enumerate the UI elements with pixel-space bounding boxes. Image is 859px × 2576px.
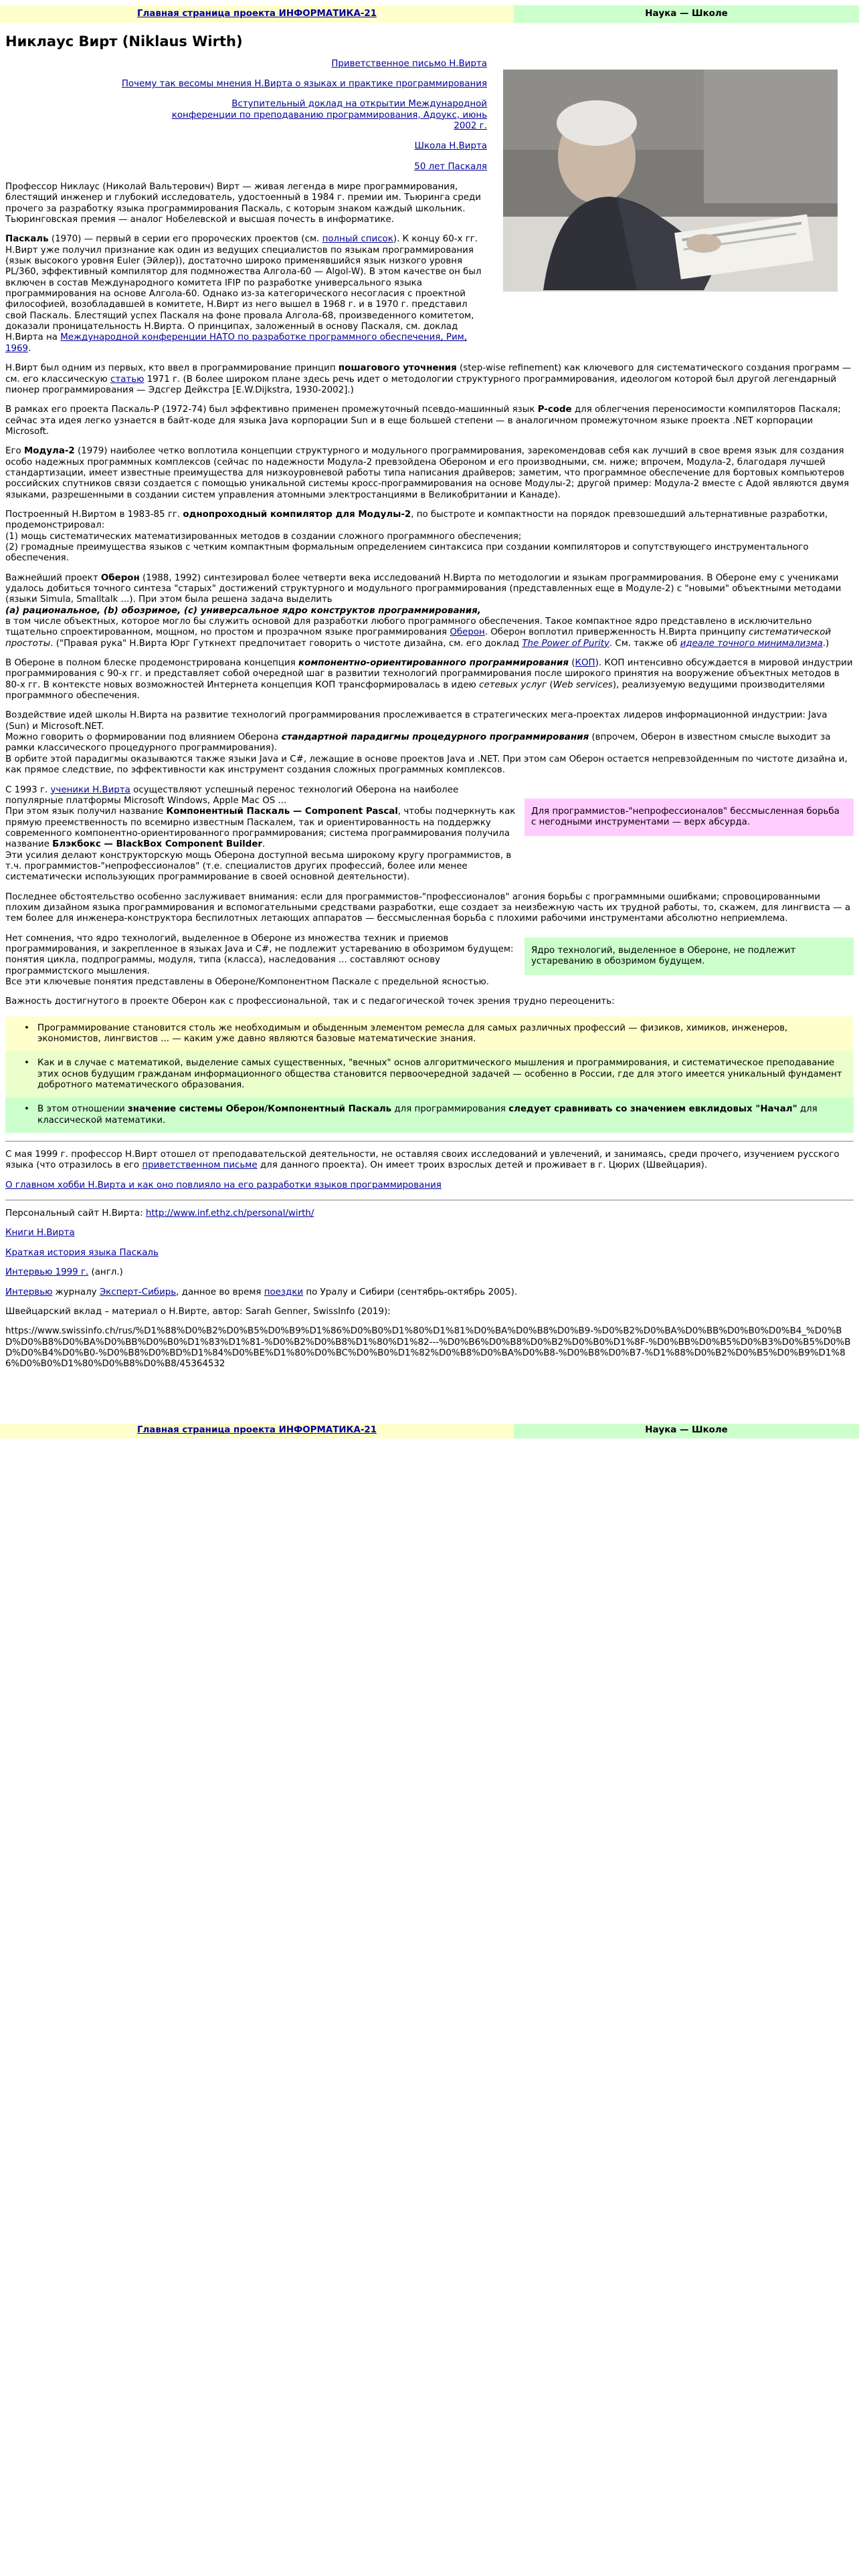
nonprofessional-callout: Для программистов-"непрофессионалов" бессмысленная борьба с негодными инструментами — верх абсурда. xyxy=(524,798,854,837)
core-section xyxy=(5,934,854,988)
top-nav-home-cell xyxy=(0,5,514,23)
text-span: Его xyxy=(5,446,24,457)
text-span: С мая 1999 г. профессор Н.Вирт отошел от преподавательской деятельности, не оставляя своих исследований и увлечений, и занимаясь, среди прочего, изучением русского языка (что отразилось в его xyxy=(5,1150,840,1171)
modula-paragraph xyxy=(5,446,854,501)
wirth-photo xyxy=(503,70,838,292)
interview-line xyxy=(5,1267,854,1278)
text-span: , чтобы подчеркнуть как прямую преемственность по всемирно известным Паскалем, так и ориентированность на поддержку современного компонентно-ориентированного программирования; система программирования получила название xyxy=(5,807,516,850)
text-span: по Уралу и Сибири (сентябрь-октябрь 2005). xyxy=(303,1287,518,1297)
pascal-50-link[interactable]: 50 лет Паскаля xyxy=(414,161,487,172)
text-span: В этом отношении xyxy=(37,1104,128,1115)
minimalism-link[interactable]: идеале точного минимализма xyxy=(680,638,823,649)
intro-left-column xyxy=(5,59,487,364)
cop-bold: компонентно-ориентированного программирования xyxy=(298,658,569,669)
text-span: ( xyxy=(547,679,553,690)
text-span: Можно говорить о формировании под влиянием Оберона xyxy=(5,732,282,743)
science-school-label: Наука — Школе xyxy=(645,8,728,19)
text-span: (впрочем, Оберон в известном смысле выходит за рамки классического процедурного программирования). xyxy=(5,732,831,754)
text-span: Эти усилия делают конструкторскую мощь Оберона доступной весьма широкому кругу программистов, в т.ч. программистов-"непрофессионалов" (т.е. специалистов других профессий, более или менее систематически использующих программирование в своей основной деятельности). xyxy=(5,850,512,883)
paradigm-bold: стандартной парадигмы процедурного программирования xyxy=(281,732,589,743)
interview-link[interactable]: Интервью xyxy=(5,1287,53,1297)
text-span: для классической математики. xyxy=(37,1104,818,1125)
text-span: журналу xyxy=(52,1287,100,1297)
pcode-paragraph xyxy=(5,405,854,437)
text-span: В орбите этой парадигмы оказываются также языки Java и C#, лежащие в основе проектов Java и .NET. При этом сам Оберон остается непревзойденным по чистоте дизайна и, как прямое следствие, по эффективности как инструмент создания сложных программных комплексов. xyxy=(5,754,848,776)
compiler-paragraph xyxy=(5,510,854,564)
list-item: • Как и в случае с математикой, выделение самых существенных, "вечных" основ алгоритмического мышления и программирования, и систематическое преподавание этих основ будущим гражданам информационного общества становится первоочередной задачей — особенно в России, где для этого имеется уникальный фундамент добротного математического образования. xyxy=(5,1051,854,1097)
blackbox-bold: Блэкбокс — BlackBox Component Builder xyxy=(52,839,263,850)
text-span: Персональный сайт Н.Вирта: xyxy=(5,1208,146,1219)
modula-bold: Модула-2 xyxy=(23,446,75,457)
text-span: в том числе объектных, которое могло бы служить основой для разработки любого программного обеспечения. Такое компактное ядро представлено в исключительно тщательно спроектированном, мощном, но простом и прозрачном языке программирования xyxy=(5,617,812,638)
text-span: для облегчения переносимости компиляторов Паскаля; сейчас эта идея легко узнается в байт-коде для языка Java корпорации Sun и в еще большей степени — в аналогичном промежуточном языке проекта .NET корпорации Microsoft. xyxy=(5,405,841,437)
personal-site-line xyxy=(5,1208,854,1219)
text-span: Построенный Н.Виртом в 1983-85 гг. xyxy=(5,509,183,520)
interview-1999-link[interactable]: Интервью 1999 г. xyxy=(5,1267,89,1278)
oberon-bold: Оберон xyxy=(100,572,140,583)
cp-bold: Компонентный Паскаль — Component Pascal xyxy=(166,807,398,817)
text-span: . Оберон воплотил приверженность Н.Вирта принципу xyxy=(484,627,749,638)
core-callout: Ядро технологий, выделенное в Обероне, не подлежит устареванию в обозримом будущем. xyxy=(524,938,854,976)
bottom-nav-science-cell xyxy=(514,1424,859,1438)
bottom-nav-home-cell xyxy=(0,1424,514,1438)
swissinfo-url: https://www.swissinfo.ch/rus/%D1%88%D0%B2%D0%B5%D0%B9%D1%86%D0%B0%D1%80%D1%81%D0%BA%D0%B8%D0%B9-%D0%B2%D0%BA%D0%BB%D0%B0%D0%B4_%D0%BD%D0%B8%D0%BA%D0%BB%D0%B0%D1%83%D1%81-%D0%B2%D0%B8%D1%80%D1%82---%D0%B6%D0%B8%D0%B2%D0%B0%D1%8F-%D0%BB%D0%B5%D0%B3%D0%B5%D0%BD%D0%B4%D0%B0-%D0%B8%D0%BD%D1%84%D0%BE%D1%80%D0%BC%D0%B0%D1%82%D0%B8%D0%BA%D0%B8-%D0%B8%D0%B7-%D1%88%D0%B2%D0%B5%D0%B9%D1%86%D0%B0%D1%80%D0%B8%D0%B8/45364532 xyxy=(5,1326,851,1370)
text-span: (1) мощь систематических математизированных методов в создании сложного программного обеспечения; xyxy=(5,531,522,542)
text-span: Нет сомнения, что ядро технологий, выделенное в Обероне из множества техник и приемов программирования, и закрепленное в языках Java и C#, не подлежит устареванию в обозримом будущем: понятия цикла, подпрограммы, модуля, типа (класса), наследования ... составляют основу программистского мышления. xyxy=(5,933,514,976)
top-nav-science-cell xyxy=(514,5,859,23)
text-span: (1988, 1992) синтезировал более четверти века исследований Н.Вирта по методологии и языкам программирования. В Обероне ему с учениками удалось добиться точного синтеза "старых" достижений структурного и модульного программирования (представленных еще в Модуле-2) с "новыми" объектными методами (языки Simula, Smalltalk ...). При этом была решена задача выделить xyxy=(5,572,842,605)
wirth-school-link[interactable]: Школа Н.Вирта xyxy=(414,141,487,152)
web-services-italic: Web services xyxy=(553,679,613,690)
text-span: С 1993 г. xyxy=(5,784,51,795)
text-span: (1979) наиболее четко воплотила концепции структурного и модульного программирования, зарекомендовав себя как лучший в свое время язык для создания особо надежных программных комплексов (сейчас по надежности Модула-2 превзойдена Обероном и его производными, см. ниже; впрочем, Модула-2, благодаря лучшей стандартизации, имеет известные преимущества для низкоуровневой работы типа написания драйверов; заметим, что программное обеспечение для бортовых компьютеров российских спутников связи создается с помощью уникальной системы кросс-программирования на основе Модулы-2; другой пример: Модула-2 вместе с Адой являются двумя языками, разрешенными в создании систем управления атомными электростанциями в Великобритании и Канаде). xyxy=(5,446,850,500)
text-span: В рамках его проекта Паскаль-P (1972-74) был эффективно применен промежуточный псевдо-машинный язык xyxy=(5,405,538,415)
web-italic: сетевых услуг xyxy=(479,679,547,690)
component-pascal-section xyxy=(5,785,854,883)
influence-paragraph xyxy=(5,710,854,776)
cop-paragraph xyxy=(5,658,854,702)
personal-site-link[interactable]: http://www.inf.ethz.ch/personal/wirth/ xyxy=(145,1208,314,1219)
page-title: Никлаус Вирт (Niklaus Wirth) xyxy=(5,33,243,49)
intro-section xyxy=(5,59,854,364)
text-span: (1970) — первый в серии его пророческих проектов (см. xyxy=(48,234,322,245)
text-span: , данное во время xyxy=(176,1287,264,1297)
related-links xyxy=(5,59,487,173)
retirement-paragraph xyxy=(5,1150,854,1172)
pascal-history-link[interactable]: Краткая история языка Паскаль xyxy=(5,1247,159,1258)
cop-link[interactable]: КОП xyxy=(575,658,595,669)
students-link[interactable]: ученики Н.Вирта xyxy=(50,784,130,795)
home-link[interactable]: Главная страница проекта ИНФОРМАТИКА-21 xyxy=(136,8,377,19)
text-span: Все эти ключевые понятия представлены в Обероне/Компонентном Паскале с предельной ясностью. xyxy=(5,977,490,988)
text-span: значение системы Оберон/Компонентный Паскаль xyxy=(128,1104,392,1115)
why-opinions-link[interactable]: Почему так весомы мнения Н.Вирта о языках и практике программирования xyxy=(121,78,487,89)
pascal-bold: Паскаль xyxy=(5,234,49,245)
nato-conference-link[interactable]: Международной конференции НАТО по разработке программного обеспечения, Рим, 1969 xyxy=(5,332,468,354)
list-item xyxy=(5,1097,854,1133)
keynote-link[interactable]: Вступительный доклад на открытии Международной конференции по преподаванию программирования, Адоукс, июнь 2002 г. xyxy=(171,99,487,131)
text-span: .) xyxy=(822,638,830,649)
component-pascal-text xyxy=(5,785,516,883)
books-link[interactable]: Книги Н.Вирта xyxy=(5,1228,75,1239)
text-span: (англ.) xyxy=(88,1267,123,1278)
core-text xyxy=(5,934,516,988)
text-span: В Обероне в полном блеске продемонстрирована концепция xyxy=(5,658,299,669)
text-span: . См. также об xyxy=(609,638,680,649)
intro-paragraph: Профессор Никлаус (Николай Вальтерович) Вирт — живая легенда в мире программирования, блестящий инженер и глубокий исследователь, удостоенный в 1984 г. премии им. Тьюринга среди прочего за разработку языка программирования Паскаль, с которым знаком каждый школьник. Тьюринговская премия — аналог Нобелевской и высшая почесть в информатике. xyxy=(5,182,481,225)
text-span: (2) громадные преимущества языков с четким компактным формальным определением синтаксиса при создании компиляторов и сопутствующего инструментального обеспечения. xyxy=(5,542,809,564)
swissinfo-line: Швейцарский вклад – материал о Н.Вирте, автор: Sarah Genner, SwissInfo (2019): xyxy=(5,1306,391,1317)
pcode-bold: P-code xyxy=(537,405,572,415)
text-span: для данного проекта). Он имеет троих взрослых детей и проживает в г. Цюрих (Швейцария). xyxy=(257,1160,708,1171)
divider xyxy=(5,1141,854,1142)
core-bold: (a) рациональное, (b) обозримое, (c) универсальное ядро конструктов программирования, xyxy=(5,605,481,616)
oberon-link[interactable]: Оберон xyxy=(450,627,485,638)
text-span: следует сравнивать со значением евклидовых "Начал" xyxy=(508,1104,797,1115)
bottom-navigation xyxy=(0,1424,859,1438)
expert-siberia-link[interactable]: Эксперт-Сибирь xyxy=(99,1287,177,1297)
footer-science-school-label: Наука — Школе xyxy=(645,1425,728,1436)
list-item: • Программирование становится столь же необходимым и обыденным элементом ремесла для самых различных профессий — физиков, химиков, инженеров, экономистов, лингвистов ... — каким уже давно являются базовые математические знания. xyxy=(5,1016,854,1052)
article-link[interactable]: статью xyxy=(110,374,145,385)
text-span: . xyxy=(262,839,266,850)
text-span: осуществляют успешный перенос технологий Оберона на наиболее популярные платформы Microsoft Windows, Apple Mac OS ... xyxy=(5,784,459,806)
text-span: Н.Вирт был одним из первых, кто ввел в программирование принцип xyxy=(5,363,339,374)
top-navigation xyxy=(0,5,859,23)
trip-link[interactable]: поездки xyxy=(264,1287,304,1297)
welcome-letter-inline-link[interactable]: приветственном письме xyxy=(142,1160,258,1171)
text-span: ). КОП интенсивно обсуждается в мировой индустрии программирования с 90-х гг. и представляет собой очередной шаг в развитии технологий программирования после широкого принятия на вооружение объектных методов в 80-х гг. В контексте новых возможностей Интернета концепция КОП трансформировалась в идею xyxy=(5,658,853,690)
interview2-line xyxy=(5,1287,854,1298)
stepwise-bold: пошагового уточнения xyxy=(338,363,457,374)
importance-paragraph: Важность достигнутого в проекте Оберон как с профессиональной, так и с педагогической точек зрения трудно переоценить: xyxy=(5,996,615,1007)
importance-list xyxy=(5,1016,854,1133)
hobby-link[interactable]: О главном хобби Н.Вирта и как оно повлияло на его разработки языков программирования xyxy=(5,1180,442,1190)
text-span: ), реализуемую ведущими производителями программного обеспечения. xyxy=(5,679,826,702)
full-list-link[interactable]: полный список xyxy=(322,234,393,245)
text-span: для программирования xyxy=(391,1104,509,1115)
text-span: Важнейший проект xyxy=(5,572,101,583)
power-of-purity-link[interactable]: The Power of Purity xyxy=(522,638,609,649)
text-span: 1971 г. (В более широком плане здесь речь идет о методологии структурного программирования, идеологом которой был другой легендарный пионер программирования — Эдсгер Дейкстра [E.W.Dijkstra, 1930-2002].) xyxy=(5,374,837,395)
photo-column xyxy=(487,59,854,364)
simplicity-italic: систематической простоты xyxy=(5,627,832,649)
text-span: При этом язык получил название xyxy=(5,807,167,817)
welcome-letter-link[interactable]: Приветственное письмо Н.Вирта xyxy=(331,58,487,69)
compiler-bold: однопроходный компилятор для Модулы-2 xyxy=(183,509,411,520)
text-span: . ("Правая рука" Н.Вирта Юрг Гуткнехт предпочитает говорить о чистоте дизайна, см. его доклад xyxy=(50,638,522,649)
text-span: (step-wise refinement) как ключевого для систематического создания программ — см. его классическую xyxy=(5,363,852,385)
last-circumstance-paragraph: Последнее обстоятельство особенно заслуживает внимания: если для программистов-"профессионалов" агония борьбы с программными ошибками; спровоцированными плохим дизайном языка программирования и вспомогательными средствами разработки, еще создает за неизбежную часть их трудной работы, то, скажем, для лингвиста — а тем более для инженера-конструктора беспилотных летающих аппаратов — бессмысленная борьба с плохими рабочими инструментами абсолютно неприемлема. xyxy=(5,891,851,924)
text-span: . xyxy=(28,343,31,354)
text-span: Воздействие идей школы Н.Вирта на развитие технологий программирования прослеживается в стратегических мега-проектах лидеров информационной индустрии: Java (Sun) и Microsoft.NET. xyxy=(5,710,828,732)
text-span: , по быстроте и компактности на порядок превзошедший альтернативные разработки, продемонстрировал: xyxy=(5,509,828,531)
oberon-paragraph xyxy=(5,573,854,649)
text-span: ( xyxy=(569,658,575,669)
stepwise-paragraph xyxy=(5,363,854,396)
pascal-paragraph xyxy=(5,234,487,354)
text-span: ). К концу 60-х гг. Н.Вирт уже получил признание как один из ведущих специалистов по языкам программирования (язык высокого уровня Euler (Эйлер)), достаточно широко применявшийся язык низкого уровня PL/360, эффективный компилятор для подмножества Алгола-60 — Algol-W). В этом качестве он был включен в состав Международного комитета IFIP по разработке универсального языка программирования на основе Алгола-60. Однако из-за категорического несогласия с проектной философией, возобладавшей в комитете, Н.Вирт из него вышел в 1968 г. и в 1970 г. представил свой Паскаль. Блестящий успех Паскаля на фоне провала Алгола-68, произведенного комитетом, доказали проницательность Н.Вирта. О принципах, заложенный в основу Паскаля, см. доклад Н.Вирта на xyxy=(5,234,482,343)
footer-home-link[interactable]: Главная страница проекта ИНФОРМАТИКА-21 xyxy=(136,1425,377,1436)
